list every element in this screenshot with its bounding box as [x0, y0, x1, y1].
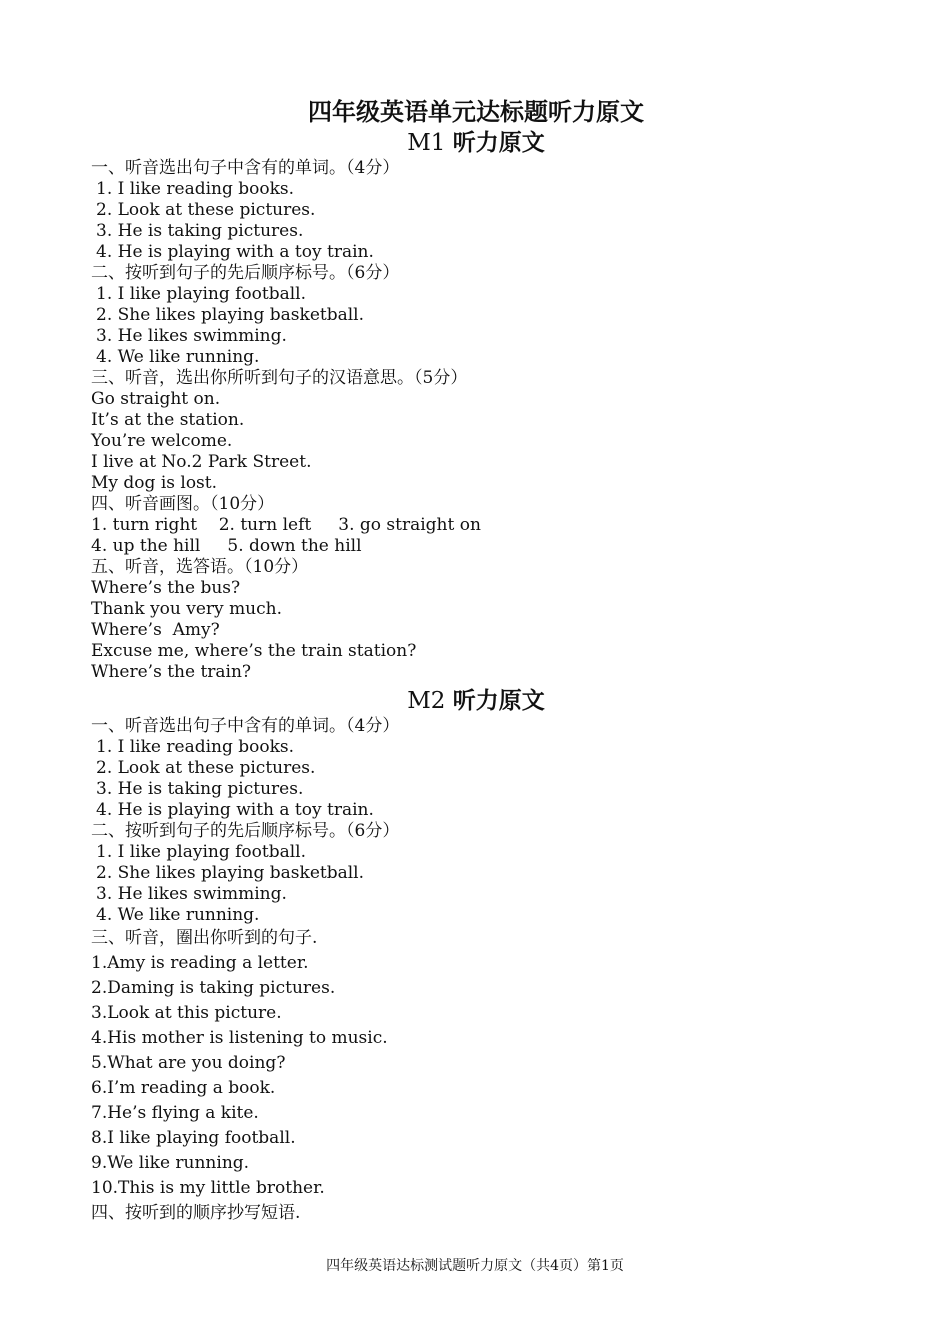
- list-item: 1. I like reading books.: [96, 179, 295, 199]
- m1-section-3-title: 三、听音，选出你所听到句子的汉语意思。（5分）: [91, 368, 468, 388]
- m2-section-3-title: 三、听音，圈出你听到的句子.: [91, 928, 318, 948]
- list-item: 3. He likes swimming.: [96, 884, 287, 904]
- list-item: 3. He is taking pictures.: [96, 779, 304, 799]
- m1-section-5-title: 五、听音，选答语。（10分）: [91, 557, 309, 577]
- m2-heading-code: M2: [407, 688, 453, 714]
- m2-heading: [91, 686, 861, 716]
- list-item: 3. He is taking pictures.: [96, 221, 304, 241]
- list-item: 7.He’s flying a kite.: [91, 1103, 259, 1123]
- list-item: 2. Look at these pictures.: [96, 200, 316, 220]
- list-item: 1. turn right 2. turn left 3. go straight on: [91, 515, 481, 535]
- m1-heading-label: 听力原文: [452, 129, 545, 156]
- list-item: Go straight on.: [91, 389, 221, 409]
- list-item: Excuse me, where’s the train station?: [91, 641, 417, 661]
- m1-section-4-title: 四、听音画图。（10分）: [91, 494, 275, 514]
- document-body: [91, 96, 861, 1226]
- list-item: 4. He is playing with a toy train.: [96, 800, 374, 820]
- m2-heading-label: 听力原文: [452, 687, 545, 714]
- list-item: 5.What are you doing?: [91, 1053, 286, 1073]
- list-item: 1. I like reading books.: [96, 737, 295, 757]
- list-item: 4. We like running.: [96, 347, 260, 367]
- list-item: 2. She likes playing basketball.: [96, 863, 365, 883]
- list-item: It’s at the station.: [91, 410, 245, 430]
- list-item: 2. She likes playing basketball.: [96, 305, 365, 325]
- list-item: 1. I like playing football.: [96, 284, 307, 304]
- list-item: 6.I’m reading a book.: [91, 1078, 276, 1098]
- list-item: 3. He likes swimming.: [96, 326, 287, 346]
- m1-section-1-title: 一、听音选出句子中含有的单词。（4分）: [91, 158, 400, 178]
- list-item: 2. Look at these pictures.: [96, 758, 316, 778]
- m1-section-2-title: 二、按听到句子的先后顺序标号。（6分）: [91, 263, 400, 283]
- document-title: 四年级英语单元达标题听力原文: [308, 97, 644, 126]
- list-item: Where’s the train?: [91, 662, 252, 682]
- list-item: 4.His mother is listening to music.: [91, 1028, 388, 1048]
- list-item: Thank you very much.: [91, 599, 283, 619]
- page-footer: 四年级英语达标测试题听力原文（共4页）第1页: [326, 1258, 624, 1274]
- list-item: Where’s Amy?: [91, 620, 220, 640]
- list-item: 10.This is my little brother.: [91, 1178, 325, 1198]
- list-item: My dog is lost.: [91, 473, 218, 493]
- m2-section-1-title: 一、听音选出句子中含有的单词。（4分）: [91, 716, 400, 736]
- list-item: 4. We like running.: [96, 905, 260, 925]
- list-item: You’re welcome.: [91, 431, 233, 451]
- list-item: 2.Daming is taking pictures.: [91, 978, 336, 998]
- list-item: 4. up the hill 5. down the hill: [91, 536, 362, 556]
- m2-section-4-title: 四、按听到的顺序抄写短语.: [91, 1203, 301, 1223]
- list-item: Where’s the bus?: [91, 578, 241, 598]
- list-item: 1. I like playing football.: [96, 842, 307, 862]
- list-item: I live at No.2 Park Street.: [91, 452, 312, 472]
- list-item: 1.Amy is reading a letter.: [91, 953, 309, 973]
- m2-section-2-title: 二、按听到句子的先后顺序标号。（6分）: [91, 821, 400, 841]
- list-item: 4. He is playing with a toy train.: [96, 242, 374, 262]
- list-item: 3.Look at this picture.: [91, 1003, 282, 1023]
- m1-heading-code: M1: [407, 130, 453, 156]
- list-item: 8.I like playing football.: [91, 1128, 296, 1148]
- list-item: 9.We like running.: [91, 1153, 250, 1173]
- m1-heading: [91, 128, 861, 158]
